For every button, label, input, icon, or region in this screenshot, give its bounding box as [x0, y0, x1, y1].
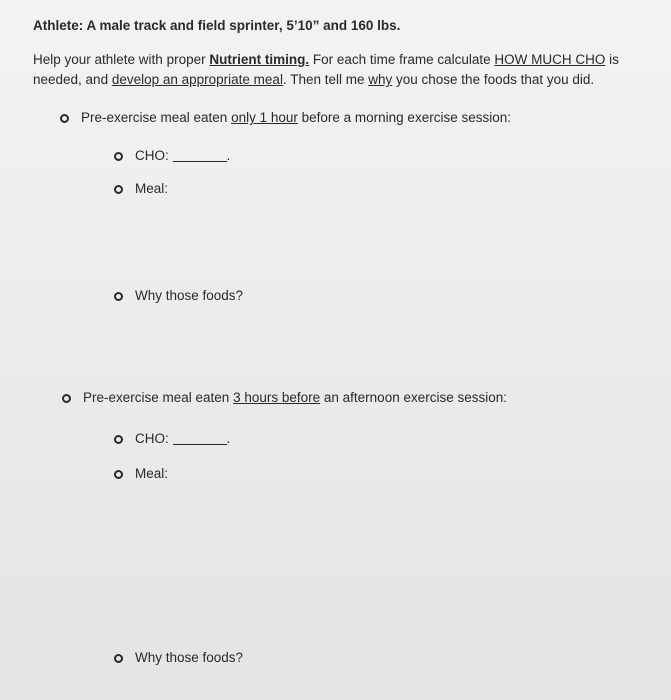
cho-answer-blank[interactable] — [173, 432, 227, 445]
instructions-text: For each time frame calculate — [309, 52, 495, 67]
meal-label: Meal: — [135, 466, 169, 481]
section1-meal — [114, 181, 168, 196]
bullet-circle-icon — [114, 185, 123, 194]
cho-answer-blank[interactable] — [173, 149, 227, 162]
why-label: Why those foods? — [135, 288, 244, 303]
section1-text: Pre-exercise meal eaten — [81, 110, 232, 125]
why-term: why — [368, 72, 393, 87]
section2-why — [114, 650, 243, 665]
instructions-text: you chose the foods that you did. — [392, 72, 595, 87]
cho-label: CHO: — [135, 148, 169, 163]
section1-cho — [114, 148, 230, 163]
section2-text: an afternoon exercise session: — [320, 390, 507, 405]
cho-period: . — [226, 148, 231, 163]
instructions-text: is — [605, 52, 619, 67]
instructions-line-2 — [33, 72, 594, 87]
section2-cho — [114, 431, 230, 446]
section2-timing: 3 hours before — [233, 390, 321, 405]
section1-timing: only 1 hour — [231, 110, 298, 125]
nutrient-timing-term: Nutrient timing. — [209, 52, 310, 67]
section2-meal — [114, 466, 168, 481]
how-much-cho-term: HOW MUCH CHO — [494, 52, 606, 67]
section2-text: Pre-exercise meal eaten — [83, 390, 234, 405]
bullet-circle-icon — [62, 394, 71, 403]
instructions-text: needed, and — [33, 72, 112, 87]
instructions-text: . Then tell me — [282, 72, 369, 87]
instructions-text: Help your athlete with proper — [33, 52, 210, 67]
meal-label: Meal: — [135, 181, 169, 196]
bullet-circle-icon — [114, 470, 123, 479]
why-label: Why those foods? — [135, 650, 244, 665]
develop-meal-term: develop an appropriate meal — [111, 72, 283, 87]
cho-period: . — [226, 431, 231, 446]
bullet-circle-icon — [114, 292, 123, 301]
bullet-circle-icon — [114, 152, 123, 161]
section2-heading — [62, 390, 507, 405]
section1-text: before a morning exercise session: — [297, 110, 511, 125]
athlete-title: Athlete: A male track and field sprinter, 5’10” and 160 lbs. — [33, 18, 401, 33]
instructions-line-1 — [33, 52, 619, 67]
cho-label: CHO: — [135, 431, 169, 446]
bullet-circle-icon — [114, 654, 123, 663]
section1-heading — [60, 110, 511, 125]
bullet-circle-icon — [60, 114, 69, 123]
section1-why — [114, 288, 243, 303]
bullet-circle-icon — [114, 435, 123, 444]
